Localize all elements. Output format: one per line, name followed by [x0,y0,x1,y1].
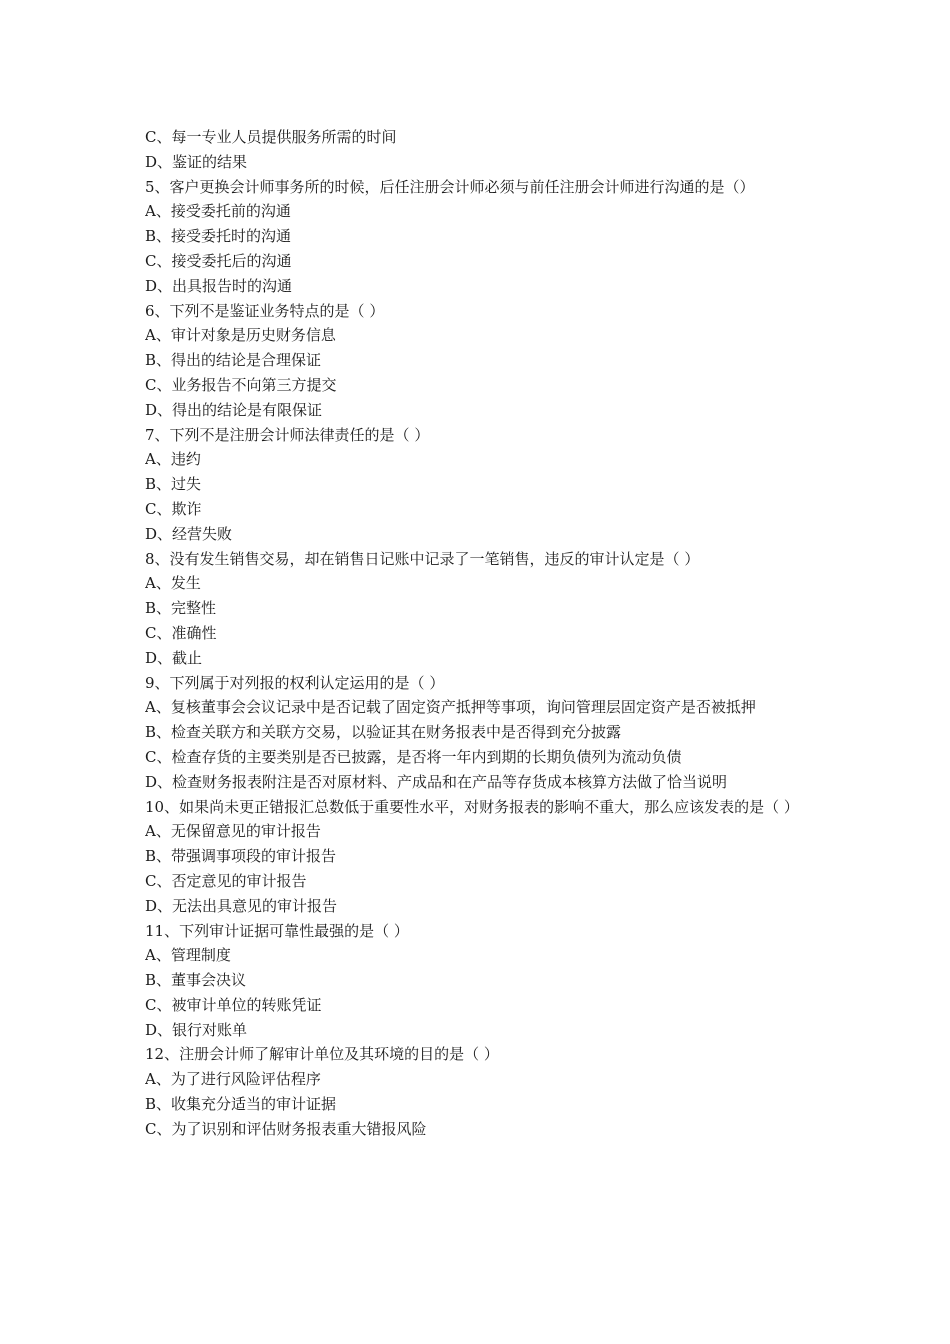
option-item: D、得出的结论是有限保证 [145,400,323,419]
option-item: B、接受委托时的沟通 [145,227,292,246]
option-item: C、被审计单位的转账凭证 [145,995,322,1014]
option-item: D、银行对账单 [145,1020,248,1039]
option-item: A、为了进行风险评估程序 [145,1070,321,1089]
question-stem: 6、下列不是鉴证业务特点的是（ ） [145,301,385,320]
option-item: B、过失 [145,475,202,494]
question-stem: 12、注册会计师了解审计单位及其环境的目的是（ ） [145,1045,499,1064]
option-item: B、检查关联方和关联方交易，以验证其在财务报表中是否得到充分披露 [145,723,622,742]
question-stem: 8、没有发生销售交易，却在销售日记账中记录了一笔销售，违反的审计认定是（ ） [145,549,700,568]
option-item: A、发生 [145,574,201,593]
option-item: B、带强调事项段的审计报告 [145,847,337,866]
option-item: D、经营失败 [145,524,233,543]
question-stem: 5、客户更换会计师事务所的时候，后任注册会计师必须与前任注册会计师进行沟通的是（） [145,177,755,196]
option-item: A、管理制度 [145,946,231,965]
option-item: C、业务报告不向第三方提交 [145,375,337,394]
option-item: D、无法出具意见的审计报告 [145,896,338,915]
question-stem: 10、如果尚未更正错报汇总数低于重要性水平，对财务报表的影响不重大，那么应该发表的是（ ） [145,797,799,816]
option-item: A、复核董事会会议记录中是否记载了固定资产抵押等事项，询问管理层固定资产是否被抵押 [145,698,756,717]
option-item: A、审计对象是历史财务信息 [145,326,336,345]
option-item: D、出具报告时的沟通 [145,276,293,295]
option-item: A、无保留意见的审计报告 [145,822,321,841]
option-item: B、董事会决议 [145,971,247,990]
option-item: D、检查财务报表附注是否对原材料、产成品和在产品等存货成本核算方法做了恰当说明 [145,772,728,791]
option-item: C、接受委托后的沟通 [145,251,292,270]
option-item: B、得出的结论是合理保证 [145,351,322,370]
option-item: D、鉴证的结果 [145,152,248,171]
document-page [145,125,810,1142]
option-item: C、检查存货的主要类别是否已披露，是否将一年内到期的长期负债列为流动负债 [145,747,682,766]
option-item: B、收集充分适当的审计证据 [145,1095,337,1114]
option-item: A、接受委托前的沟通 [145,202,291,221]
option-item: C、欺诈 [145,499,202,518]
option-item: C、每一专业人员提供服务所需的时间 [145,128,397,146]
option-item: A、违约 [145,450,201,469]
question-stem: 7、下列不是注册会计师法律责任的是（ ） [145,425,430,444]
option-item: D、截止 [145,648,203,667]
option-item: C、为了识别和评估财务报表重大错报风险 [145,1119,427,1138]
option-item: C、准确性 [145,623,217,642]
option-item: B、完整性 [145,599,217,618]
question-stem: 9、下列属于对列报的权利认定运用的是（ ） [145,673,445,692]
option-item: C、否定意见的审计报告 [145,871,307,890]
question-stem: 11、下列审计证据可靠性最强的是（ ） [145,921,409,940]
